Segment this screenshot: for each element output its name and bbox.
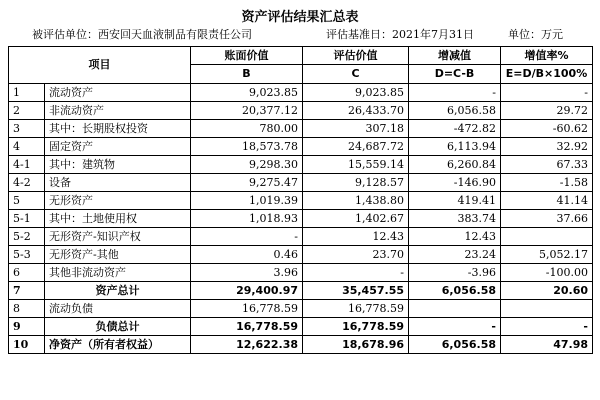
row-no: 5-1: [9, 210, 45, 228]
row-no: 6: [9, 264, 45, 282]
row-name: 净资产（所有者权益）: [45, 336, 191, 354]
row-no: 9: [9, 318, 45, 336]
header-rate-formula: E=D/B×100%: [501, 65, 593, 84]
row-rate: 29.72: [501, 102, 593, 120]
row-no: 5: [9, 192, 45, 210]
row-name: 其中：建筑物: [45, 156, 191, 174]
table-row-net-assets: [9, 336, 593, 354]
row-assessed: 23.70: [303, 246, 409, 264]
row-rate: [501, 300, 593, 318]
row-book: 18,573.78: [191, 138, 303, 156]
row-book: 9,023.85: [191, 84, 303, 102]
header-book-value: 账面价值: [191, 47, 303, 65]
row-change: 23.24: [409, 246, 501, 264]
row-book: 12,622.38: [191, 336, 303, 354]
row-change: 6,056.58: [409, 336, 501, 354]
row-assessed: 26,433.70: [303, 102, 409, 120]
header-change: 增减值: [409, 47, 501, 65]
table-row: [9, 228, 593, 246]
row-name: 流动资产: [45, 84, 191, 102]
row-name: 无形资产-知识产权: [45, 228, 191, 246]
row-change: [409, 300, 501, 318]
row-change: 12.43: [409, 228, 501, 246]
row-book: 780.00: [191, 120, 303, 138]
row-change: -146.90: [409, 174, 501, 192]
row-book: 1,019.39: [191, 192, 303, 210]
table-row: [9, 264, 593, 282]
header-change-formula: D=C-B: [409, 65, 501, 84]
header-assessed-value: 评估价值: [303, 47, 409, 65]
row-no: 7: [9, 282, 45, 300]
row-change: 6,056.58: [409, 102, 501, 120]
table-row-total-assets: [9, 282, 593, 300]
row-change: 6,260.84: [409, 156, 501, 174]
row-rate: 37.66: [501, 210, 593, 228]
row-assessed: 307.18: [303, 120, 409, 138]
table-row-total-liabilities: [9, 318, 593, 336]
table-row: [9, 210, 593, 228]
row-rate: 47.98: [501, 336, 593, 354]
header-change-rate: 增值率%: [501, 47, 593, 65]
row-name: 负债总计: [45, 318, 191, 336]
row-assessed: 18,678.96: [303, 336, 409, 354]
row-change: -472.82: [409, 120, 501, 138]
header-item: 项目: [9, 47, 191, 84]
row-book: 9,298.30: [191, 156, 303, 174]
row-rate: -1.58: [501, 174, 593, 192]
row-name: 非流动资产: [45, 102, 191, 120]
row-change: 6,056.58: [409, 282, 501, 300]
row-book: 16,778.59: [191, 318, 303, 336]
row-change: 383.74: [409, 210, 501, 228]
row-rate: 41.14: [501, 192, 593, 210]
row-book: 1,018.93: [191, 210, 303, 228]
row-name: 无形资产: [45, 192, 191, 210]
row-assessed: 15,559.14: [303, 156, 409, 174]
row-book: 29,400.97: [191, 282, 303, 300]
row-assessed: 9,023.85: [303, 84, 409, 102]
row-assessed: 1,402.67: [303, 210, 409, 228]
row-assessed: 1,438.80: [303, 192, 409, 210]
row-name: 资产总计: [45, 282, 191, 300]
row-no: 3: [9, 120, 45, 138]
row-change: -: [409, 318, 501, 336]
row-change: 419.41: [409, 192, 501, 210]
row-book: 16,778.59: [191, 300, 303, 318]
table-row: [9, 174, 593, 192]
row-rate: [501, 228, 593, 246]
row-assessed: 12.43: [303, 228, 409, 246]
unit-label: 单位：万元: [508, 28, 563, 41]
meta-line: [8, 26, 592, 42]
table-row: [9, 138, 593, 156]
evaluated-unit: 被评估单位：西安回天血液制品有限责任公司: [32, 28, 252, 41]
row-assessed: -: [303, 264, 409, 282]
row-rate: 32.92: [501, 138, 593, 156]
row-rate: -60.62: [501, 120, 593, 138]
table-row: [9, 102, 593, 120]
table-row: [9, 300, 593, 318]
table-row: [9, 192, 593, 210]
row-assessed: 16,778.59: [303, 318, 409, 336]
row-name: 其他非流动资产: [45, 264, 191, 282]
base-date: 评估基准日：2021年7月31日: [326, 28, 474, 41]
row-change: -: [409, 84, 501, 102]
row-book: -: [191, 228, 303, 246]
table-row: [9, 84, 593, 102]
row-no: 8: [9, 300, 45, 318]
row-no: 5-2: [9, 228, 45, 246]
table-row: [9, 246, 593, 264]
row-book: 20,377.12: [191, 102, 303, 120]
row-assessed: 16,778.59: [303, 300, 409, 318]
row-name: 固定资产: [45, 138, 191, 156]
row-rate: 20.60: [501, 282, 593, 300]
header-assessed-code: C: [303, 65, 409, 84]
row-name: 设备: [45, 174, 191, 192]
table-row: [9, 120, 593, 138]
table-row: [9, 156, 593, 174]
summary-table: [8, 46, 593, 354]
row-assessed: 9,128.57: [303, 174, 409, 192]
row-rate: -: [501, 84, 593, 102]
row-change: 6,113.94: [409, 138, 501, 156]
row-name: 其中：长期股权投资: [45, 120, 191, 138]
row-no: 5-3: [9, 246, 45, 264]
row-assessed: 24,687.72: [303, 138, 409, 156]
row-no: 1: [9, 84, 45, 102]
row-change: -3.96: [409, 264, 501, 282]
row-rate: 67.33: [501, 156, 593, 174]
row-no: 10: [9, 336, 45, 354]
row-no: 4: [9, 138, 45, 156]
row-book: 3.96: [191, 264, 303, 282]
row-no: 4-2: [9, 174, 45, 192]
row-no: 4-1: [9, 156, 45, 174]
row-no: 2: [9, 102, 45, 120]
row-name: 无形资产-其他: [45, 246, 191, 264]
row-assessed: 35,457.55: [303, 282, 409, 300]
row-book: 9,275.47: [191, 174, 303, 192]
row-rate: -: [501, 318, 593, 336]
row-rate: -100.00: [501, 264, 593, 282]
table-title: 资产评估结果汇总表: [241, 10, 359, 25]
row-name: 流动负债: [45, 300, 191, 318]
row-name: 其中：土地使用权: [45, 210, 191, 228]
header-book-code: B: [191, 65, 303, 84]
row-rate: 5,052.17: [501, 246, 593, 264]
row-book: 0.46: [191, 246, 303, 264]
